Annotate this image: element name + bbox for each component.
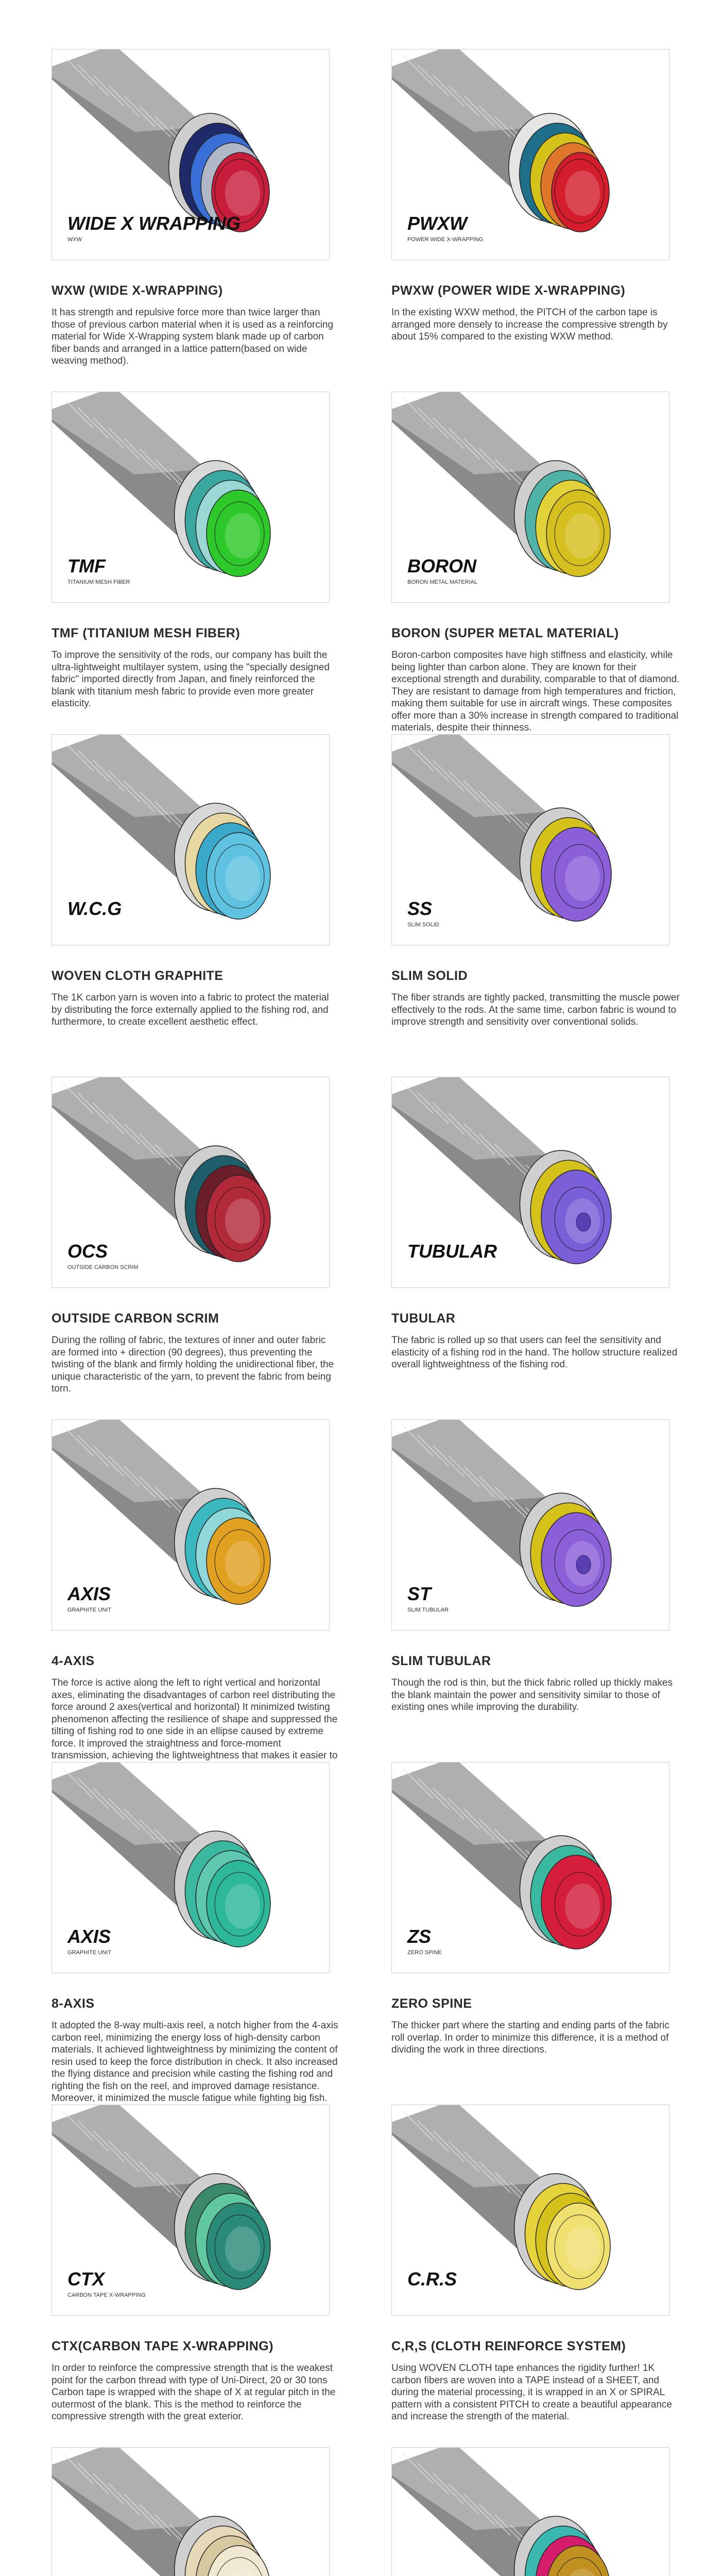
hollow-core [576, 1555, 591, 1574]
technology-image [391, 1419, 670, 1631]
logo-subtext: GRAPHITE UNIT [67, 1950, 111, 1956]
technology-description: The thicker part where the starting and ending parts of the fabric roll overlap. In order to minimize this difference, it is a method of dividing the work in three directions. [391, 2020, 670, 2055]
technology-image [52, 2105, 330, 2316]
logo-subtext: SLIM TUBULAR [407, 1607, 449, 1613]
logo-text: CTX [67, 2268, 105, 2290]
rod-illustration [52, 49, 269, 232]
technology-logo [407, 1583, 449, 1613]
technology-description: The force is active along the left to right vertical and horizontal axes, eliminating the disadvantages of carbon reel distributing the force around 2 axes(vertical and horizontal) It minimized twisting phenomenon affecting the resilience of shape and suppressed the tilting of fishing rod to one side in an ellipse caused by extreme force. It improved the straightness and force-moment transmission, achieving the lightweightness that makes it easier to [52, 1677, 338, 1761]
technology-image [52, 1762, 330, 1973]
technology-title: BORON (SUPER METAL MATERIAL) [391, 626, 619, 640]
technology-image [391, 49, 670, 260]
technology-title: 4-AXIS [52, 1654, 95, 1668]
technology-title: SLIM TUBULAR [391, 1654, 491, 1668]
technology-image [391, 734, 670, 945]
logo-subtext: BORON METAL MATERIAL [407, 579, 478, 585]
technology-logo [67, 898, 122, 919]
technology-logo [67, 213, 241, 243]
technology-description: It has strength and repulsive force more than twice larger than those of previous carbon material when it is used as a reinforcing material for Wide X-Wrapping system blank made up of carbon fiber bands and arranged in a lattice pattern(based on wide weaving method). [52, 307, 334, 366]
logo-text: C.R.S [407, 2268, 457, 2290]
technology-image [52, 392, 330, 603]
logo-text: WIDE X WRAPPING [67, 213, 241, 234]
logo-subtext: CARBON TAPE X-WRAPPING [67, 2292, 146, 2298]
technology-description: The fabric is rolled up so that users can feel the sensitivity and elasticity of a fishing rod in the hand. The hollow structure realized overall lightweightness of the fishing rod. [391, 1335, 678, 1370]
technology-description: To improve the sensitivity of the rods, our company has built the ultra-lightweight multilayer system, using the "specially designed fabric" imported directly from Japan, and finely reinforced the blank with titanium mesh fabric to provide even more greater elasticity. [52, 650, 330, 709]
technology-logo [407, 555, 477, 585]
logo-subtext: SLIM SOLID [407, 922, 439, 928]
logo-text: AXIS [67, 1583, 111, 1604]
technology-logo [67, 1926, 111, 1956]
logo-text: SS [407, 898, 433, 919]
rod-illustration [52, 1420, 270, 1604]
technology-title: C,R,S (CLOTH REINFORCE SYSTEM) [391, 2339, 626, 2353]
technology-description: In order to reinforce the compressive strength that is the weakest point for the carbon thread with type of Uni-Direct, 20 or 30 tons Carbon tape is wrapped with the shape of X at regular pitch in the outermost of the blank. This is the method to reinforce the compressive strength with the great exterior. [52, 2363, 336, 2422]
rod-illustration [52, 2448, 270, 2576]
technology-image [391, 2447, 670, 2576]
technology-logo [407, 2268, 457, 2290]
technology-image [391, 2105, 670, 2316]
logo-text: BORON [407, 555, 476, 577]
technology-image [391, 392, 670, 603]
rod-illustration [392, 735, 611, 921]
rod-illustration [392, 2448, 610, 2576]
logo-text: W.C.G [67, 898, 122, 919]
technology-description: Though the rod is thin, but the thick fabric rolled up thickly makes the blank maintain the power and sensitivity similar to those of existing ones while improving the durability. [391, 1677, 673, 1713]
rod-illustration [392, 49, 609, 232]
technology-description: During the rolling of fabric, the textures of inner and outer fabric are formed into + direction (90 degrees), thus preventing the twisting of the blank and firmly holding the unidirectional fiber, the unique characteristic of the yarn, to prevent the fabric from being torn. [52, 1335, 334, 1394]
hollow-core [576, 1213, 591, 1231]
rod-illustration [392, 392, 610, 577]
logo-subtext: ZERO SPINE [407, 1950, 442, 1956]
technology-title: SLIM SOLID [391, 969, 468, 983]
technology-description: Using WOVEN CLOTH tape enhances the rigidity further! 1K carbon fibers are woven into a TAPE instead of a SHEET, and during the material processing, it is wrapped in an X or SPIRAL pattern with a consistent PITCH to create a beautiful appearance and increase the strength of the material. [391, 2363, 672, 2422]
rod-illustration [392, 1420, 611, 1606]
rod-illustration [52, 1077, 270, 1262]
technology-image [52, 734, 330, 945]
technology-logo [67, 1241, 139, 1270]
technology-image [52, 1077, 330, 1288]
technology-image [391, 1762, 670, 1973]
logo-subtext: POWER WIDE X-WRAPPING [407, 236, 484, 243]
logo-subtext: OUTSIDE CARBON SCRIM [67, 1264, 139, 1270]
technology-description: In the existing WXW method, the PITCH of the carbon tape is arranged more densely to increase the compressive strength by about 15% compared to the existing WXW method. [391, 307, 668, 342]
rod-illustration [52, 392, 270, 577]
technology-logo [407, 213, 483, 243]
technology-title: ZERO SPINE [391, 1996, 472, 2011]
technology-title: OUTSIDE CARBON SCRIM [52, 1311, 219, 1326]
technology-logo [407, 1926, 442, 1956]
logo-text: OCS [67, 1241, 108, 1262]
logo-text: AXIS [67, 1926, 111, 1947]
logo-subtext: TITANIUM MESH FIBER [67, 579, 130, 585]
technology-title: TUBULAR [391, 1311, 456, 1326]
technology-title: WXW (WIDE X-WRAPPING) [52, 283, 223, 298]
technology-title: TMF (TITANIUM MESH FIBER) [52, 626, 241, 640]
technology-description: Boron-carbon composites have high stiffness and elasticity, while being lighter than carbon alone. They are known for their exceptional strength and durability, comparable to that of diamond. They are resistant to damage from high temperatures and friction, making them suitable for use in aircraft wings. These composites offer more than a 30% increase in strength compared to traditional materials, despite their thinness. [391, 650, 680, 733]
technology-image [52, 49, 330, 260]
technology-title: WOVEN CLOTH GRAPHITE [52, 969, 224, 983]
rod-illustration [52, 735, 270, 919]
rod-illustration [392, 1762, 611, 1949]
technology-image [52, 2447, 330, 2576]
technology-logo [67, 555, 130, 585]
technology-image [52, 1419, 330, 1631]
technology-image [391, 1077, 670, 1288]
technology-title: CTX(CARBON TAPE X-WRAPPING) [52, 2339, 274, 2353]
technology-logo [67, 2268, 146, 2298]
rod-illustration [52, 2105, 270, 2290]
technology-description: The fiber strands are tightly packed, transmitting the muscle power effectively to the rods. At the same time, carbon fabric is wound to improve strength and sensitivity over conventional solids. [391, 992, 680, 1027]
logo-text: PWXW [407, 213, 467, 234]
logo-text: ST [407, 1583, 432, 1604]
technology-title: PWXW (POWER WIDE X-WRAPPING) [391, 283, 626, 298]
rod-illustration [52, 1762, 270, 1947]
technology-title: 8-AXIS [52, 1996, 95, 2011]
logo-text: TUBULAR [407, 1241, 497, 1262]
technology-logo [407, 898, 439, 928]
logo-subtext: GRAPHITE UNIT [67, 1607, 111, 1613]
technology-logo [407, 1241, 497, 1262]
technology-logo [67, 1583, 111, 1613]
logo-subtext: WXW [67, 236, 82, 243]
technology-description: The 1K carbon yarn is woven into a fabric to protect the material by distributing the force externally applied to the fishing rod, and furthermore, to create excellent aesthetic effect. [52, 992, 329, 1027]
logo-text: TMF [67, 555, 106, 577]
rod-illustration [392, 1077, 611, 1264]
logo-text: ZS [407, 1926, 432, 1947]
rod-illustration [392, 2105, 610, 2290]
technology-description: It adopted the 8-way multi-axis reel, a notch higher from the 4-axis carbon reel, minimizing the energy loss of high-density carbon materials. It achieved lightweightness by minimizing the content of resin used to keep the force distribution in check. It also increased the flying distance and precision while casting the fishing rod and righting the fish on the reel, and improved damage resistance. Moreover, it minimized the muscle fatigue while fighting big fish. [52, 2020, 338, 2104]
